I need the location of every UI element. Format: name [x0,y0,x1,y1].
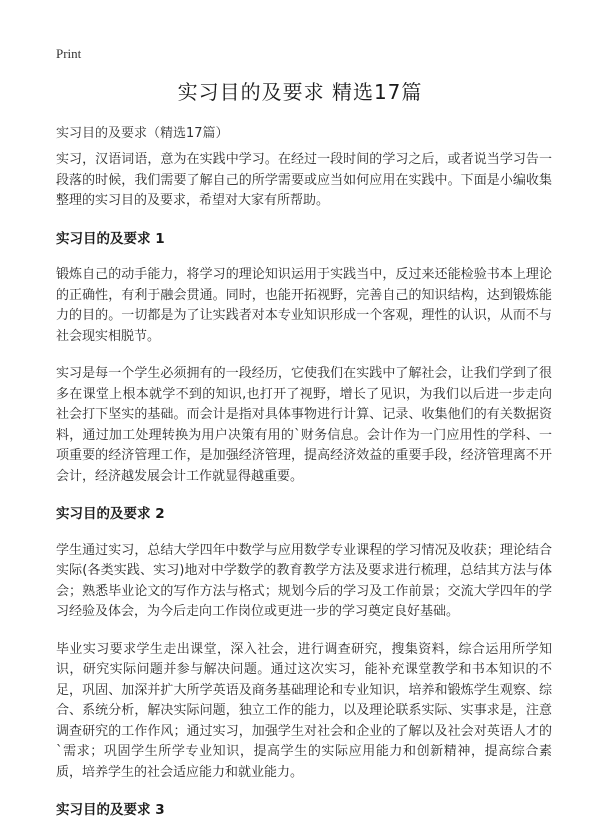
intro-paragraph: 实习，汉语词语，意为在实践中学习。在经过一段时间的学习之后，或者说当学习告一段落的时候，我们需要了解自己的所学需要或应当如何应用在实践中。下面是小编收集整理的实习目的及要求，希望对大家有所帮助。 [56,152,552,208]
section-1-paragraph-2: 实习是每一个学生必须拥有的一段经历，它使我们在实践中了解社会，让我们学到了很多在课堂上根本就学不到的知识,也打开了视野，增长了见识，为我们以后进一步走向社会打下坚实的基础。而会计是指对具体事物进行计算、记录、收集他们的有关数据资料，通过加工处理转换为用户决策有用的`财务信息。会计作为一门应用性的学科、一项重要的经济管理工作，是加强经济管理，提高经济效益的重要手段，经济管理离不开会计，经济越发展会计工作就显得越重要。 [56,366,552,484]
section-2-paragraph-1: 学生通过实习，总结大学四年中数学与应用数学专业课程的学习情况及收获；理论结合实际(各类实践、实习)地对中学数学的教育教学方法及要求进行梳理，总结其方法与体会；熟悉毕业论文的写作方法与格式；规划今后的学习及工作前景；交流大学四年的学习经验及体会，为今后走向工作岗位或更进一步的学习奠定良好基础。 [56,542,552,619]
section-heading-3: 实习目的及要求 3 [56,802,165,818]
section-heading-2: 实习目的及要求 2 [56,506,165,522]
section-1-paragraph-1: 锻炼自己的动手能力，将学习的理论知识运用于实践当中，反过来还能检验书本上理论的正确性，有利于融会贯通。同时，也能开拓视野，完善自己的知识结构，达到锻炼能力的目的。一切都是为了让实践者对本专业知识形成一个客观，理性的认识，从而不与社会现实相脱节。 [56,267,552,344]
section-2-paragraph-2: 毕业实习要求学生走出课堂，深入社会，进行调查研究，搜集资料，综合运用所学知识，研究实际问题并参与解决问题。通过这次实习，能补充课堂教学和书本知识的不足，巩固、加深并扩大所学英语及商务基础理论和专业知识，培养和锻炼学生观察、综合、系统分析，解决实际问题，独立工作的能力，以及理论联系实际、实事求是，注意调查研究的工作作风；通过实习，加强学生对社会和企业的了解以及社会对英语人才的`需求；巩固学生所学专业知识，提高学生的实际应用能力和创新精神，提高综合素质，培养学生的社会适应能力和就业能力。 [56,641,552,780]
page-title: 实习目的及要求 精选17篇 [177,80,423,104]
print-link[interactable]: Print [56,46,82,61]
section-heading-1: 实习目的及要求 1 [56,230,165,247]
article-body [56,150,552,837]
document-subtitle: 实习目的及要求（精选17篇） [56,126,229,141]
